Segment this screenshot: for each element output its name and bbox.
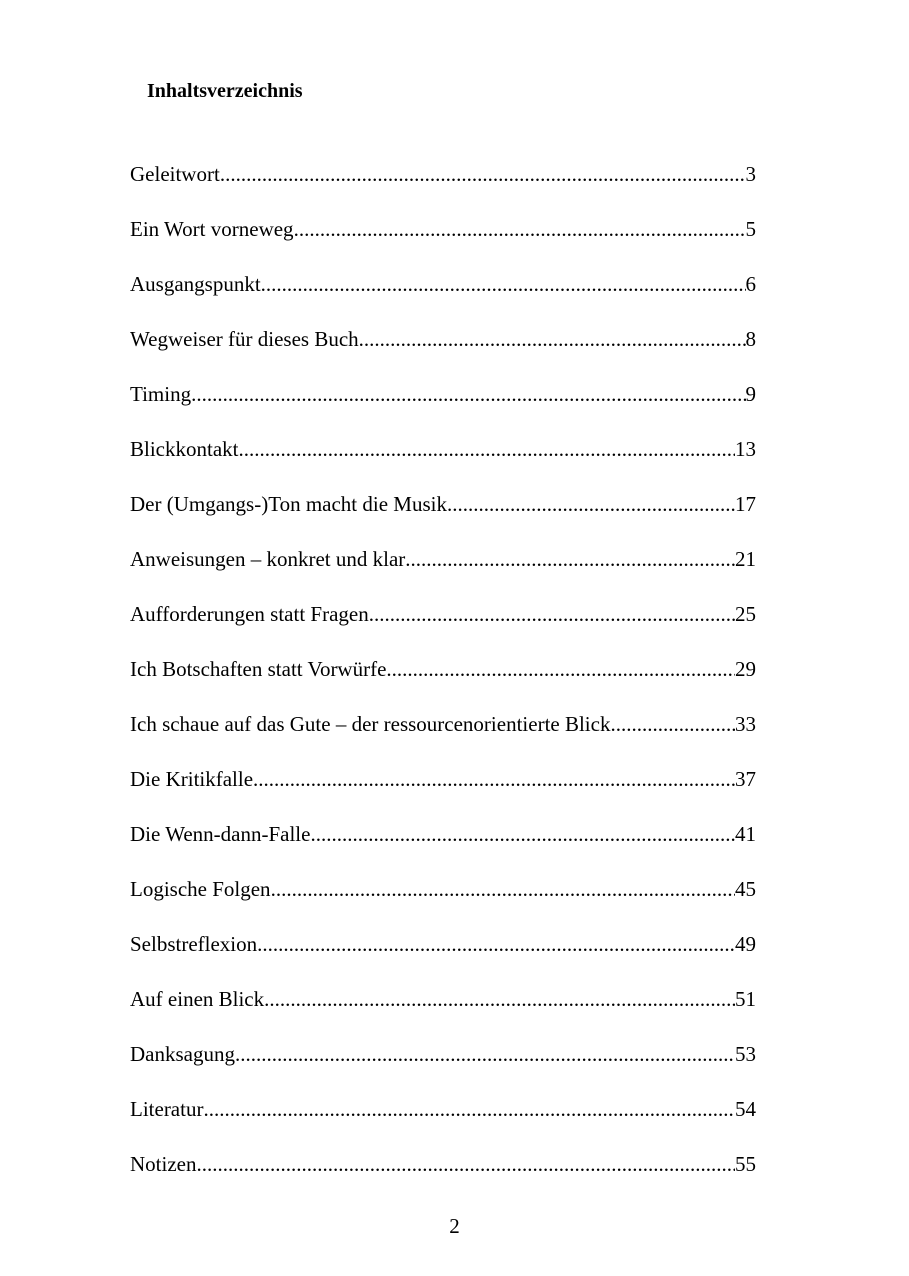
toc-entry-label: Ein Wort vorneweg [130,214,294,244]
toc-list [130,159,756,1204]
toc-dot-leader [386,654,735,684]
toc-entry-page: 13 [735,437,756,461]
toc-dot-leader [310,819,735,849]
toc-entry [130,654,756,709]
toc-entry [130,379,756,434]
toc-entry-label: Notizen [130,1149,196,1179]
toc-entry-page: 9 [745,382,756,406]
toc-entry-label: Anweisungen – konkret und klar [130,544,405,574]
toc-entry [130,214,756,269]
page-number: 2 [449,1214,460,1238]
toc-entry-label: Die Wenn-dann-Falle [130,819,310,849]
toc-dot-leader [359,324,746,354]
toc-entry-label: Geleitwort [130,159,220,189]
toc-entry-label: Timing [130,379,191,409]
toc-entry [130,819,756,874]
toc-entry-page: 8 [745,327,756,351]
toc-entry-page: 54 [735,1097,756,1121]
toc-entry-page: 53 [735,1042,756,1066]
toc-dot-leader [191,379,745,409]
toc-entry-page: 51 [735,987,756,1011]
toc-entry [130,159,756,214]
toc-dot-leader [261,269,746,299]
toc-dot-leader [447,489,735,519]
toc-entry [130,984,756,1039]
toc-entry-page: 17 [735,492,756,516]
toc-entry-label: Blickkontakt [130,434,239,464]
toc-entry-label: Aufforderungen statt Fragen [130,599,369,629]
toc-entry-label: Literatur [130,1094,203,1124]
toc-entry-page: 41 [735,822,756,846]
toc-entry [130,1149,756,1204]
toc-dot-leader [610,709,735,739]
toc-entry-label: Selbstreflexion [130,929,257,959]
toc-entry [130,544,756,599]
toc-entry-label: Danksagung [130,1039,235,1069]
toc-entry-page: 37 [735,767,756,791]
toc-entry-label: Ausgangspunkt [130,269,261,299]
toc-heading: Inhaltsverzeichnis [147,80,303,102]
toc-entry [130,709,756,764]
toc-entry-label: Auf einen Blick [130,984,264,1014]
toc-dot-leader [239,434,736,464]
toc-dot-leader [405,544,735,574]
toc-entry-page: 25 [735,602,756,626]
toc-entry [130,324,756,379]
toc-entry [130,1039,756,1094]
toc-entry-page: 49 [735,932,756,956]
toc-entry [130,269,756,324]
toc-entry-label: Der (Umgangs-)Ton macht die Musik [130,489,447,519]
toc-dot-leader [203,1094,735,1124]
toc-entry [130,1094,756,1149]
toc-entry-label: Die Kritikfalle [130,764,253,794]
toc-dot-leader [235,1039,735,1069]
toc-entry [130,434,756,489]
toc-entry-page: 6 [745,272,756,296]
toc-entry [130,929,756,984]
toc-entry-label: Ich schaue auf das Gute – der ressourcenorientierte Blick [130,709,610,739]
toc-entry-label: Ich Botschaften statt Vorwürfe [130,654,386,684]
toc-entry-page: 33 [735,712,756,736]
toc-entry-label: Wegweiser für dieses Buch [130,324,359,354]
toc-entry-page: 21 [735,547,756,571]
toc-entry-page: 45 [735,877,756,901]
toc-dot-leader [264,984,735,1014]
toc-dot-leader [271,874,735,904]
toc-dot-leader [196,1149,735,1179]
toc-entry-label: Logische Folgen [130,874,271,904]
toc-dot-leader [253,764,735,794]
toc-entry [130,489,756,544]
toc-dot-leader [257,929,735,959]
toc-entry [130,599,756,654]
toc-entry-page: 5 [745,217,756,241]
toc-dot-leader [294,214,746,244]
toc-entry-page: 55 [735,1152,756,1176]
toc-entry [130,874,756,929]
toc-entry-page: 29 [735,657,756,681]
toc-dot-leader [220,159,746,189]
toc-dot-leader [369,599,735,629]
toc-entry-page: 3 [745,162,756,186]
toc-entry [130,764,756,819]
